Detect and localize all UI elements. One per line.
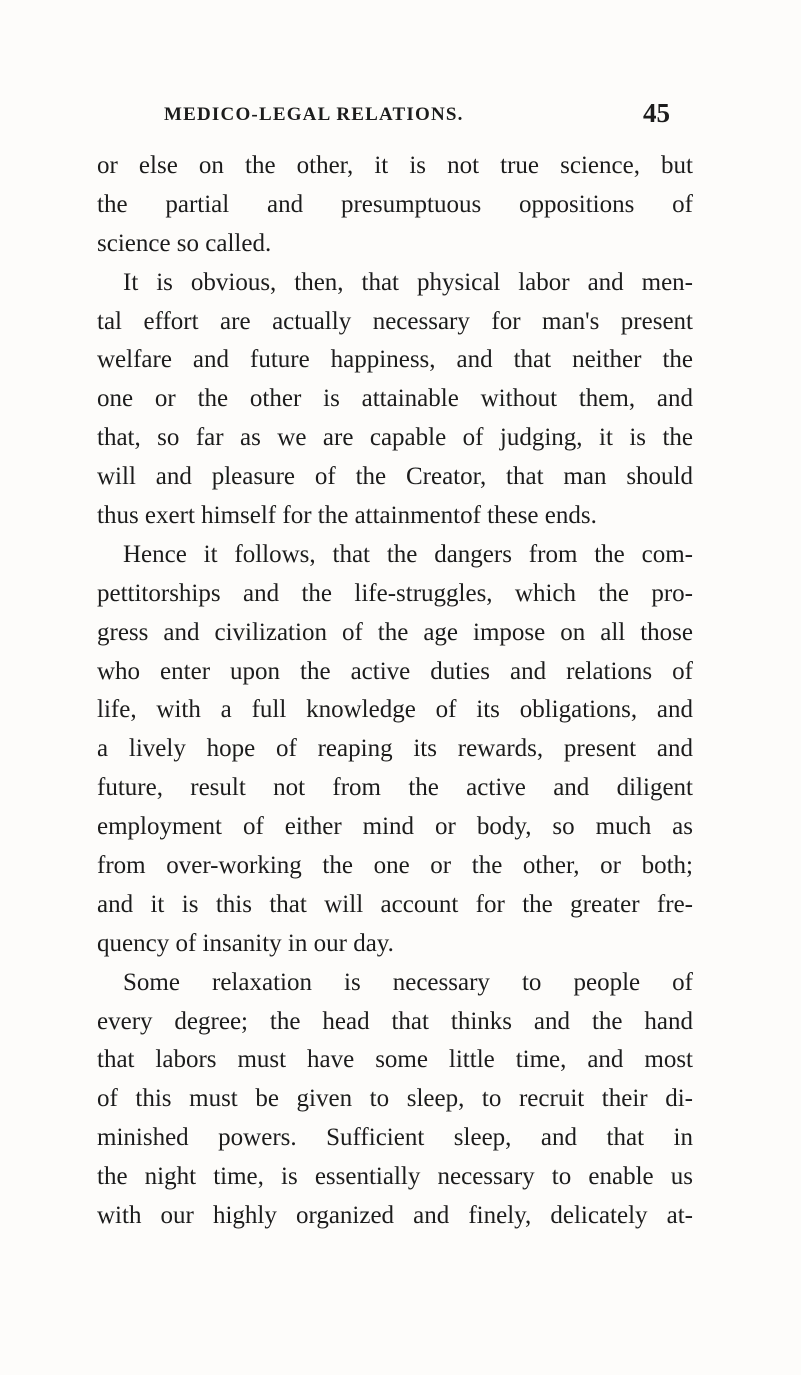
text-line: will and pleasure of the Creator, that man should xyxy=(97,463,693,491)
text-line: from over-working the one or the other, or both; xyxy=(97,852,693,880)
text-line: science so called. xyxy=(97,229,272,257)
paragraph-first-line: Some relaxation is necessary to people of xyxy=(123,968,693,996)
body-text xyxy=(97,147,693,1236)
page-number: 45 xyxy=(643,98,670,128)
text-line: life, with a full knowledge of its obligations, and xyxy=(97,696,693,724)
paragraph-first-line: Hence it follows, that the dangers from the com- xyxy=(123,540,693,568)
text-line: every degree; the head that thinks and the hand xyxy=(97,1007,693,1035)
text-line: and it is this that will account for the greater fre- xyxy=(97,890,693,918)
text-line: that labors must have some little time, and most xyxy=(97,1046,693,1074)
running-head xyxy=(164,100,684,140)
text-line: of this must be given to sleep, to recruit their di- xyxy=(97,1085,693,1113)
text-line: one or the other is attainable without them, and xyxy=(97,385,693,413)
text-line: or else on the other, it is not true science, but xyxy=(97,152,693,179)
running-title: MEDICO-LEGAL RELATIONS. xyxy=(164,104,464,125)
text-line: the partial and presumptuous oppositions of xyxy=(97,190,693,218)
text-line: the night time, is essentially necessary to enable us xyxy=(97,1163,693,1191)
text-line: that, so far as we are capable of judging, it is the xyxy=(97,424,693,452)
text-line: minished powers. Sufficient sleep, and that in xyxy=(97,1124,693,1152)
text-line: employment of either mind or body, so much as xyxy=(97,813,693,841)
text-line: who enter upon the active duties and relations of xyxy=(97,657,693,685)
text-line: welfare and future happiness, and that neither the xyxy=(97,346,693,374)
text-line: tal effort are actually necessary for man's present xyxy=(97,307,693,335)
text-line: future, result not from the active and diligent xyxy=(97,774,693,802)
text-line: a lively hope of reaping its rewards, present and xyxy=(97,735,693,763)
text-line: thus exert himself for the attainmentof these ends. xyxy=(97,502,597,530)
text-line: gress and civilization of the age impose on all those xyxy=(97,618,693,646)
text-line: pettitorships and the life-struggles, which the pro- xyxy=(97,579,693,607)
text-line: with our highly organized and finely, delicately at- xyxy=(97,1202,693,1230)
paragraph-first-line: It is obvious, then, that physical labor and men- xyxy=(123,268,693,296)
text-line: quency of insanity in our day. xyxy=(97,929,394,957)
